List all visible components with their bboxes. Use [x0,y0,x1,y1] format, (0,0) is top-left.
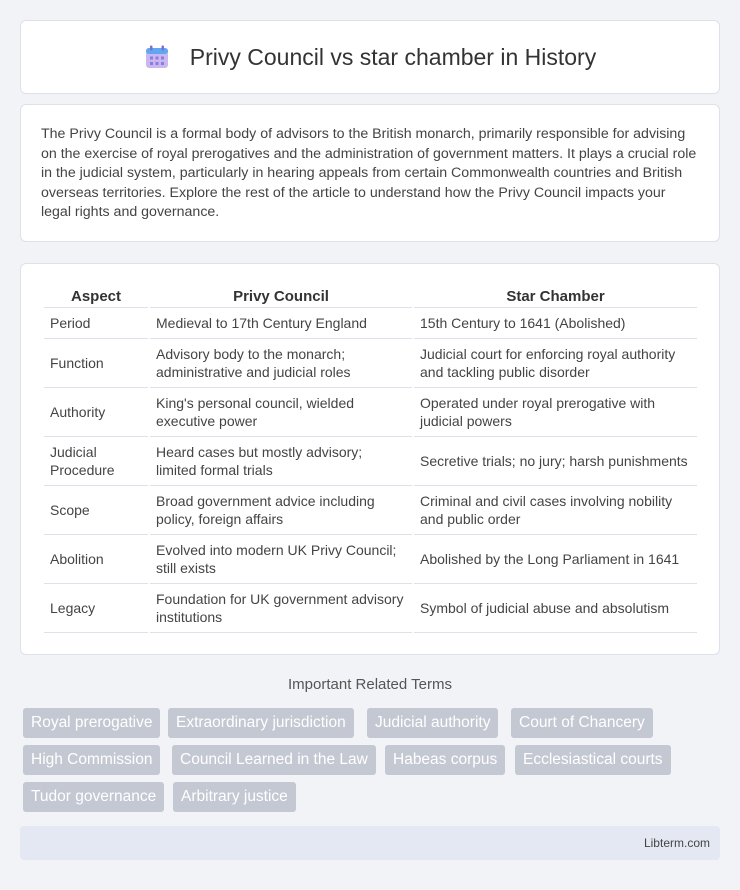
column-header-aspect: Aspect [44,284,148,308]
title-card [20,20,720,94]
related-term-tag[interactable]: Habeas corpus [385,745,505,775]
comparison-table [42,284,699,633]
related-term-tag[interactable]: Judicial authority [367,708,498,738]
aspect-cell: Scope [44,486,148,535]
privy-council-cell: Evolved into modern UK Privy Council; still exists [150,535,412,584]
comparison-card [20,263,720,655]
calendar-icon [144,44,170,70]
intro-card [20,104,720,242]
aspect-cell: Judicial Procedure [44,437,148,486]
privy-council-cell: Medieval to 17th Century England [150,308,412,339]
page-title: Privy Council vs star chamber in History [189,43,597,70]
star-chamber-cell: Secretive trials; no jury; harsh punishments [414,437,697,486]
footer-site-link[interactable]: Libterm.com [643,836,710,850]
column-header-privy-council: Privy Council [150,284,412,308]
table-row [44,486,697,535]
star-chamber-cell: Symbol of judicial abuse and absolutism [414,584,697,633]
related-term-tag[interactable]: Council Learned in the Law [172,745,376,775]
related-term-tag[interactable]: Ecclesiastical courts [515,745,671,775]
footer [20,826,720,860]
privy-council-cell: King's personal council, wielded executive power [150,388,412,437]
related-term-tag[interactable]: High Commission [23,745,160,775]
star-chamber-cell: Criminal and civil cases involving nobility and public order [414,486,697,535]
aspect-cell: Function [44,339,148,388]
related-terms-heading: Important Related Terms [288,676,452,693]
privy-council-cell: Advisory body to the monarch; administrative and judicial roles [150,339,412,388]
aspect-cell: Authority [44,388,148,437]
aspect-cell: Abolition [44,535,148,584]
intro-paragraph: The Privy Council is a formal body of advisors to the British monarch, primarily responsible for advising on the exercise of royal prerogatives and the administration of government matters. It plays a crucial role in the judicial system, particularly in hearing appeals from certain Commonwealth countries and British overseas territories. Explore the rest of the article to understand how the Privy Council impacts your legal rights and governance. [41,126,697,220]
table-row [44,584,697,633]
related-term-tag[interactable]: Court of Chancery [511,708,653,738]
aspect-cell: Legacy [44,584,148,633]
column-header-star-chamber: Star Chamber [414,284,697,308]
privy-council-cell: Foundation for UK government advisory institutions [150,584,412,633]
related-term-tag[interactable]: Arbitrary justice [173,782,296,812]
table-row [44,437,697,486]
related-term-tag[interactable]: Tudor governance [23,782,164,812]
privy-council-cell: Heard cases but mostly advisory; limited formal trials [150,437,412,486]
related-term-tag[interactable]: Royal prerogative [23,708,160,738]
privy-council-cell: Broad government advice including policy, foreign affairs [150,486,412,535]
table-row [44,308,697,339]
aspect-cell: Period [44,308,148,339]
table-row [44,388,697,437]
star-chamber-cell: Abolished by the Long Parliament in 1641 [414,535,697,584]
star-chamber-cell: Judicial court for enforcing royal authority and tackling public disorder [414,339,697,388]
table-row [44,339,697,388]
table-row [44,535,697,584]
star-chamber-cell: 15th Century to 1641 (Abolished) [414,308,697,339]
related-term-tag[interactable]: Extraordinary jurisdiction [168,708,354,738]
star-chamber-cell: Operated under royal prerogative with judicial powers [414,388,697,437]
